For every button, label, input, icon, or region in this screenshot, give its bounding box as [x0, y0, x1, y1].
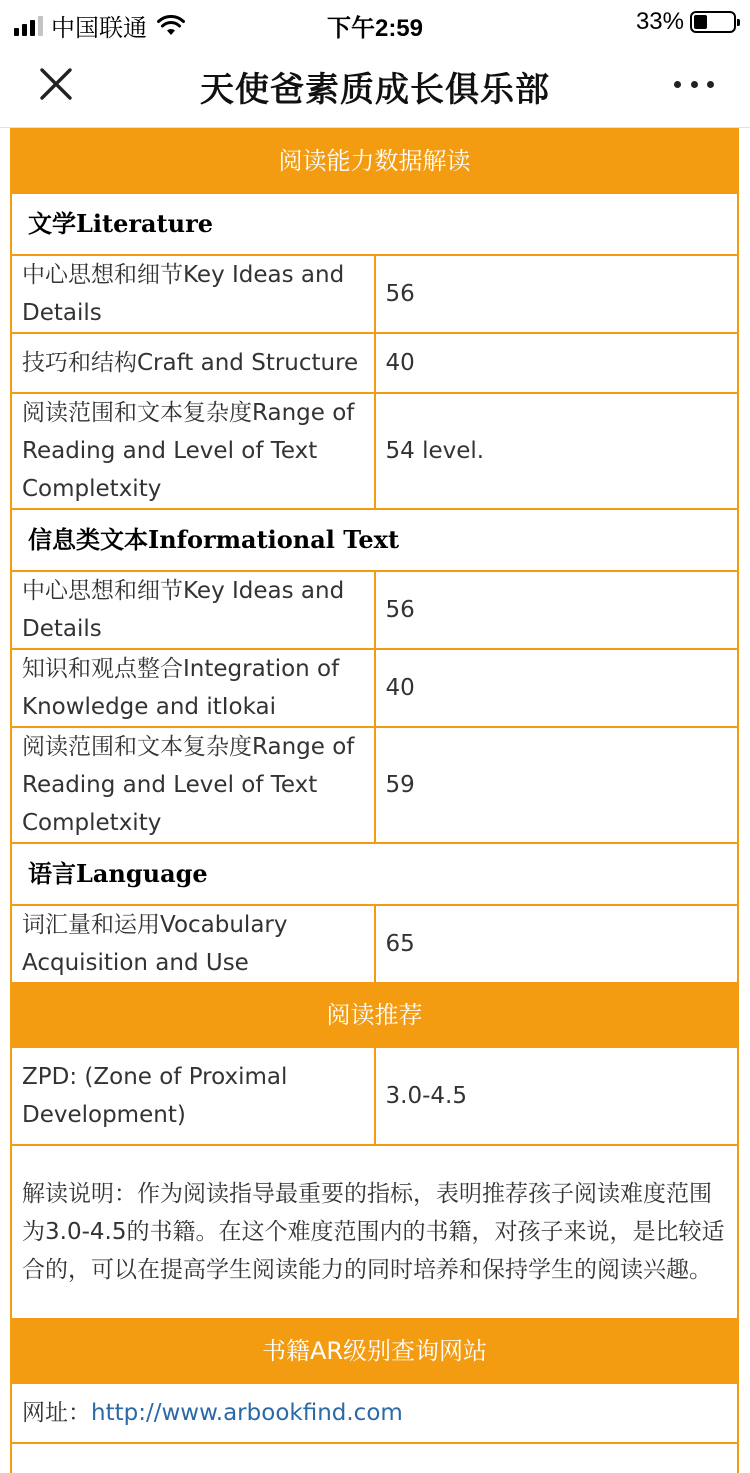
section-row — [11, 509, 738, 571]
row-value: 54 level. — [375, 393, 739, 509]
table-row — [11, 255, 738, 333]
row-label: 阅读范围和文本复杂度Range of Reading and Level of Text Completxity — [11, 727, 375, 843]
table-header-row — [11, 1319, 738, 1383]
row-value: 59 — [375, 727, 739, 843]
informational-section-title: 信息类文本Informational Text — [11, 509, 738, 571]
section-row — [11, 843, 738, 905]
website-row — [11, 1383, 738, 1443]
table-row — [11, 649, 738, 727]
row-value: 40 — [375, 649, 739, 727]
section-row — [11, 193, 738, 255]
website-prefix: 网址： — [22, 1400, 91, 1426]
more-dots-icon[interactable] — [674, 72, 714, 96]
close-icon[interactable] — [36, 64, 76, 104]
table-row — [11, 393, 738, 509]
table-row — [11, 727, 738, 843]
table-row — [11, 571, 738, 649]
row-label: 词汇量和运用Vocabulary Acquisition and Use — [11, 905, 375, 983]
row-label: 中心思想和细节Key Ideas and Details — [11, 571, 375, 649]
carrier-name: 中国联通 — [51, 15, 147, 42]
row-label: 阅读范围和文本复杂度Range of Reading and Level of Text Completxity — [11, 393, 375, 509]
row-label: 技巧和结构Craft and Structure — [11, 333, 375, 393]
reading-analysis-header: 阅读能力数据解读 — [11, 129, 738, 193]
row-value: 56 — [375, 571, 739, 649]
nav-bar — [0, 42, 750, 128]
website-cell — [11, 1383, 738, 1443]
zpd-value: 3.0-4.5 — [375, 1047, 739, 1145]
battery-icon — [690, 11, 736, 33]
status-bar — [0, 0, 750, 42]
battery-percent: 33% — [635, 8, 684, 35]
literature-section-title: 文学Literature — [11, 193, 738, 255]
website-link[interactable]: http://www.arbookfind.com — [91, 1400, 403, 1426]
page-title: 天使爸素质成长俱乐部 — [200, 70, 550, 110]
row-label: 中心思想和细节Key Ideas and Details — [11, 255, 375, 333]
status-time: 下午2:59 — [326, 15, 424, 42]
interpretation-note: 解读说明：作为阅读指导最重要的指标，表明推荐孩子阅读难度范围为3.0-4.5的书籍。在这个难度范围内的书籍，对孩子来说，是比较适合的，可以在提高学生阅读能力的同时培养和保持学生的阅读兴趣。 — [11, 1145, 738, 1319]
row-label: 知识和观点整合Integration of Knowledge and itIokai — [11, 649, 375, 727]
language-section-title: 语言Language — [11, 843, 738, 905]
zpd-label: ZPD: (Zone of Proximal Development) — [11, 1047, 375, 1145]
table-row — [11, 1443, 738, 1473]
table-row — [11, 905, 738, 983]
table-header-row — [11, 129, 738, 193]
reading-recommend-header: 阅读推荐 — [11, 983, 738, 1047]
ar-lookup-header: 书籍AR级别查询网站 — [11, 1319, 738, 1383]
reading-report-table — [10, 128, 739, 1473]
table-header-row — [11, 983, 738, 1047]
row-value: 65 — [375, 905, 739, 983]
row-value: 40 — [375, 333, 739, 393]
article-content — [10, 128, 740, 1473]
empty-cell — [11, 1443, 738, 1473]
row-value: 56 — [375, 255, 739, 333]
table-row — [11, 1047, 738, 1145]
note-row — [11, 1145, 738, 1319]
table-row — [11, 333, 738, 393]
status-right — [636, 8, 736, 36]
